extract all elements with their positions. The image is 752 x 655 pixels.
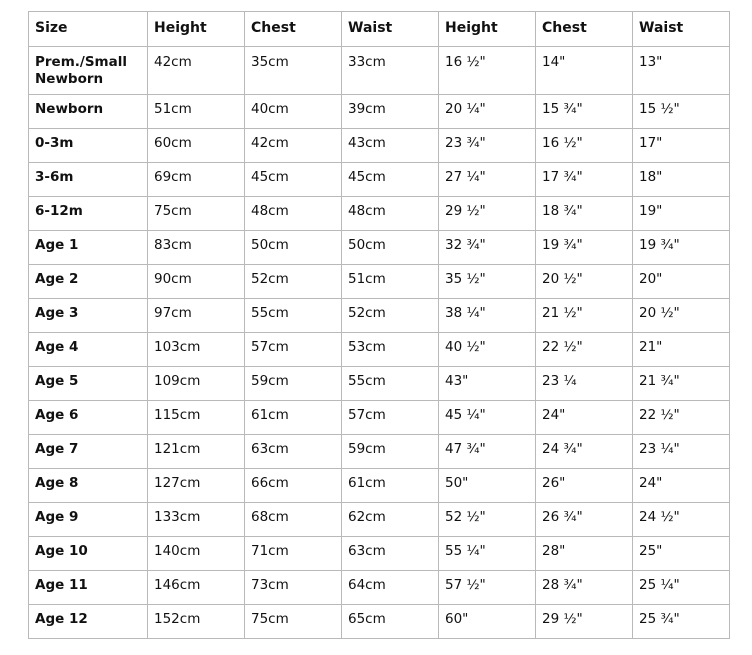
chest-in-cell: 29 ½" bbox=[536, 605, 633, 639]
waist-cm-cell: 43cm bbox=[342, 129, 439, 163]
waist-cm-cell: 61cm bbox=[342, 469, 439, 503]
waist-in-cell: 25 ¾" bbox=[633, 605, 730, 639]
chest-cm-cell: 55cm bbox=[245, 299, 342, 333]
height-in-cell: 38 ¼" bbox=[439, 299, 536, 333]
waist-cm-cell: 50cm bbox=[342, 231, 439, 265]
waist-in-cell: 19 ¾" bbox=[633, 231, 730, 265]
waist-in-cell: 25" bbox=[633, 537, 730, 571]
waist-in-cell: 21" bbox=[633, 333, 730, 367]
waist-cm-cell: 62cm bbox=[342, 503, 439, 537]
height-cm-cell: 140cm bbox=[148, 537, 245, 571]
chest-cm-cell: 48cm bbox=[245, 197, 342, 231]
size-cell: Age 5 bbox=[29, 367, 148, 401]
waist-cm-cell: 51cm bbox=[342, 265, 439, 299]
chest-cm-cell: 68cm bbox=[245, 503, 342, 537]
table-row bbox=[29, 265, 730, 299]
chest-in-cell: 19 ¾" bbox=[536, 231, 633, 265]
table-row bbox=[29, 95, 730, 129]
size-cell: Age 8 bbox=[29, 469, 148, 503]
height-cm-cell: 152cm bbox=[148, 605, 245, 639]
size-cell: Age 2 bbox=[29, 265, 148, 299]
chest-cm-cell: 61cm bbox=[245, 401, 342, 435]
size-cell: 6-12m bbox=[29, 197, 148, 231]
height-cm-cell: 115cm bbox=[148, 401, 245, 435]
header-height-cm: Height bbox=[148, 12, 245, 47]
height-cm-cell: 51cm bbox=[148, 95, 245, 129]
size-cell: Age 7 bbox=[29, 435, 148, 469]
size-rows bbox=[29, 47, 730, 639]
waist-in-cell: 20" bbox=[633, 265, 730, 299]
height-in-cell: 35 ½" bbox=[439, 265, 536, 299]
chest-in-cell: 28 ¾" bbox=[536, 571, 633, 605]
waist-in-cell: 25 ¼" bbox=[633, 571, 730, 605]
size-cell: Age 1 bbox=[29, 231, 148, 265]
height-in-cell: 16 ½" bbox=[439, 47, 536, 95]
chest-cm-cell: 63cm bbox=[245, 435, 342, 469]
header-waist-in: Waist bbox=[633, 12, 730, 47]
waist-in-cell: 24" bbox=[633, 469, 730, 503]
chest-in-cell: 21 ½" bbox=[536, 299, 633, 333]
height-in-cell: 45 ¼" bbox=[439, 401, 536, 435]
chest-in-cell: 16 ½" bbox=[536, 129, 633, 163]
table-row bbox=[29, 537, 730, 571]
waist-in-cell: 17" bbox=[633, 129, 730, 163]
size-cell: Age 9 bbox=[29, 503, 148, 537]
waist-cm-cell: 53cm bbox=[342, 333, 439, 367]
height-in-cell: 29 ½" bbox=[439, 197, 536, 231]
table-row bbox=[29, 401, 730, 435]
height-cm-cell: 146cm bbox=[148, 571, 245, 605]
chest-in-cell: 15 ¾" bbox=[536, 95, 633, 129]
chest-cm-cell: 52cm bbox=[245, 265, 342, 299]
height-cm-cell: 60cm bbox=[148, 129, 245, 163]
header-waist-cm: Waist bbox=[342, 12, 439, 47]
chest-in-cell: 28" bbox=[536, 537, 633, 571]
chest-cm-cell: 35cm bbox=[245, 47, 342, 95]
table-row bbox=[29, 469, 730, 503]
chest-cm-cell: 45cm bbox=[245, 163, 342, 197]
height-in-cell: 20 ¼" bbox=[439, 95, 536, 129]
height-in-cell: 40 ½" bbox=[439, 333, 536, 367]
height-cm-cell: 127cm bbox=[148, 469, 245, 503]
table-row bbox=[29, 47, 730, 95]
height-in-cell: 43" bbox=[439, 367, 536, 401]
chest-in-cell: 26 ¾" bbox=[536, 503, 633, 537]
size-cell: 3-6m bbox=[29, 163, 148, 197]
size-cell: Age 12 bbox=[29, 605, 148, 639]
chest-cm-cell: 75cm bbox=[245, 605, 342, 639]
table-row bbox=[29, 435, 730, 469]
header-row bbox=[29, 12, 730, 47]
waist-cm-cell: 45cm bbox=[342, 163, 439, 197]
waist-cm-cell: 63cm bbox=[342, 537, 439, 571]
height-cm-cell: 75cm bbox=[148, 197, 245, 231]
header-chest-cm: Chest bbox=[245, 12, 342, 47]
table-row bbox=[29, 605, 730, 639]
height-in-cell: 55 ¼" bbox=[439, 537, 536, 571]
size-cell: 0-3m bbox=[29, 129, 148, 163]
height-in-cell: 27 ¼" bbox=[439, 163, 536, 197]
header-size: Size bbox=[29, 12, 148, 47]
chest-in-cell: 26" bbox=[536, 469, 633, 503]
size-chart-table bbox=[28, 11, 730, 639]
chest-cm-cell: 42cm bbox=[245, 129, 342, 163]
table-row bbox=[29, 231, 730, 265]
height-cm-cell: 97cm bbox=[148, 299, 245, 333]
height-in-cell: 23 ¾" bbox=[439, 129, 536, 163]
height-cm-cell: 42cm bbox=[148, 47, 245, 95]
chest-in-cell: 14" bbox=[536, 47, 633, 95]
table-row bbox=[29, 367, 730, 401]
table-row bbox=[29, 163, 730, 197]
size-cell: Age 3 bbox=[29, 299, 148, 333]
waist-cm-cell: 55cm bbox=[342, 367, 439, 401]
chest-in-cell: 18 ¾" bbox=[536, 197, 633, 231]
waist-in-cell: 24 ½" bbox=[633, 503, 730, 537]
waist-in-cell: 21 ¾" bbox=[633, 367, 730, 401]
waist-in-cell: 22 ½" bbox=[633, 401, 730, 435]
waist-in-cell: 23 ¼" bbox=[633, 435, 730, 469]
chest-in-cell: 23 ¼ bbox=[536, 367, 633, 401]
chest-cm-cell: 50cm bbox=[245, 231, 342, 265]
height-cm-cell: 90cm bbox=[148, 265, 245, 299]
table-row bbox=[29, 571, 730, 605]
waist-in-cell: 19" bbox=[633, 197, 730, 231]
height-cm-cell: 109cm bbox=[148, 367, 245, 401]
size-cell: Age 11 bbox=[29, 571, 148, 605]
size-cell: Prem./Small Newborn bbox=[29, 47, 148, 95]
chest-in-cell: 20 ½" bbox=[536, 265, 633, 299]
table-row bbox=[29, 333, 730, 367]
waist-in-cell: 20 ½" bbox=[633, 299, 730, 333]
size-cell: Age 4 bbox=[29, 333, 148, 367]
chest-cm-cell: 71cm bbox=[245, 537, 342, 571]
waist-cm-cell: 64cm bbox=[342, 571, 439, 605]
waist-in-cell: 15 ½" bbox=[633, 95, 730, 129]
waist-cm-cell: 33cm bbox=[342, 47, 439, 95]
waist-cm-cell: 52cm bbox=[342, 299, 439, 333]
height-cm-cell: 121cm bbox=[148, 435, 245, 469]
table-row bbox=[29, 197, 730, 231]
height-cm-cell: 133cm bbox=[148, 503, 245, 537]
table-row bbox=[29, 503, 730, 537]
height-in-cell: 47 ¾" bbox=[439, 435, 536, 469]
size-cell: Age 10 bbox=[29, 537, 148, 571]
height-in-cell: 57 ½" bbox=[439, 571, 536, 605]
chest-in-cell: 17 ¾" bbox=[536, 163, 633, 197]
waist-cm-cell: 57cm bbox=[342, 401, 439, 435]
chest-cm-cell: 57cm bbox=[245, 333, 342, 367]
size-cell: Age 6 bbox=[29, 401, 148, 435]
height-cm-cell: 69cm bbox=[148, 163, 245, 197]
header-height-in: Height bbox=[439, 12, 536, 47]
header-chest-in: Chest bbox=[536, 12, 633, 47]
chest-cm-cell: 40cm bbox=[245, 95, 342, 129]
size-cell: Newborn bbox=[29, 95, 148, 129]
height-in-cell: 52 ½" bbox=[439, 503, 536, 537]
height-in-cell: 32 ¾" bbox=[439, 231, 536, 265]
waist-cm-cell: 48cm bbox=[342, 197, 439, 231]
chest-in-cell: 22 ½" bbox=[536, 333, 633, 367]
height-in-cell: 50" bbox=[439, 469, 536, 503]
table-row bbox=[29, 129, 730, 163]
height-in-cell: 60" bbox=[439, 605, 536, 639]
chest-cm-cell: 73cm bbox=[245, 571, 342, 605]
chest-cm-cell: 66cm bbox=[245, 469, 342, 503]
chest-in-cell: 24 ¾" bbox=[536, 435, 633, 469]
waist-cm-cell: 65cm bbox=[342, 605, 439, 639]
height-cm-cell: 83cm bbox=[148, 231, 245, 265]
waist-cm-cell: 59cm bbox=[342, 435, 439, 469]
height-cm-cell: 103cm bbox=[148, 333, 245, 367]
chest-in-cell: 24" bbox=[536, 401, 633, 435]
chest-cm-cell: 59cm bbox=[245, 367, 342, 401]
table-row bbox=[29, 299, 730, 333]
waist-in-cell: 13" bbox=[633, 47, 730, 95]
waist-cm-cell: 39cm bbox=[342, 95, 439, 129]
waist-in-cell: 18" bbox=[633, 163, 730, 197]
